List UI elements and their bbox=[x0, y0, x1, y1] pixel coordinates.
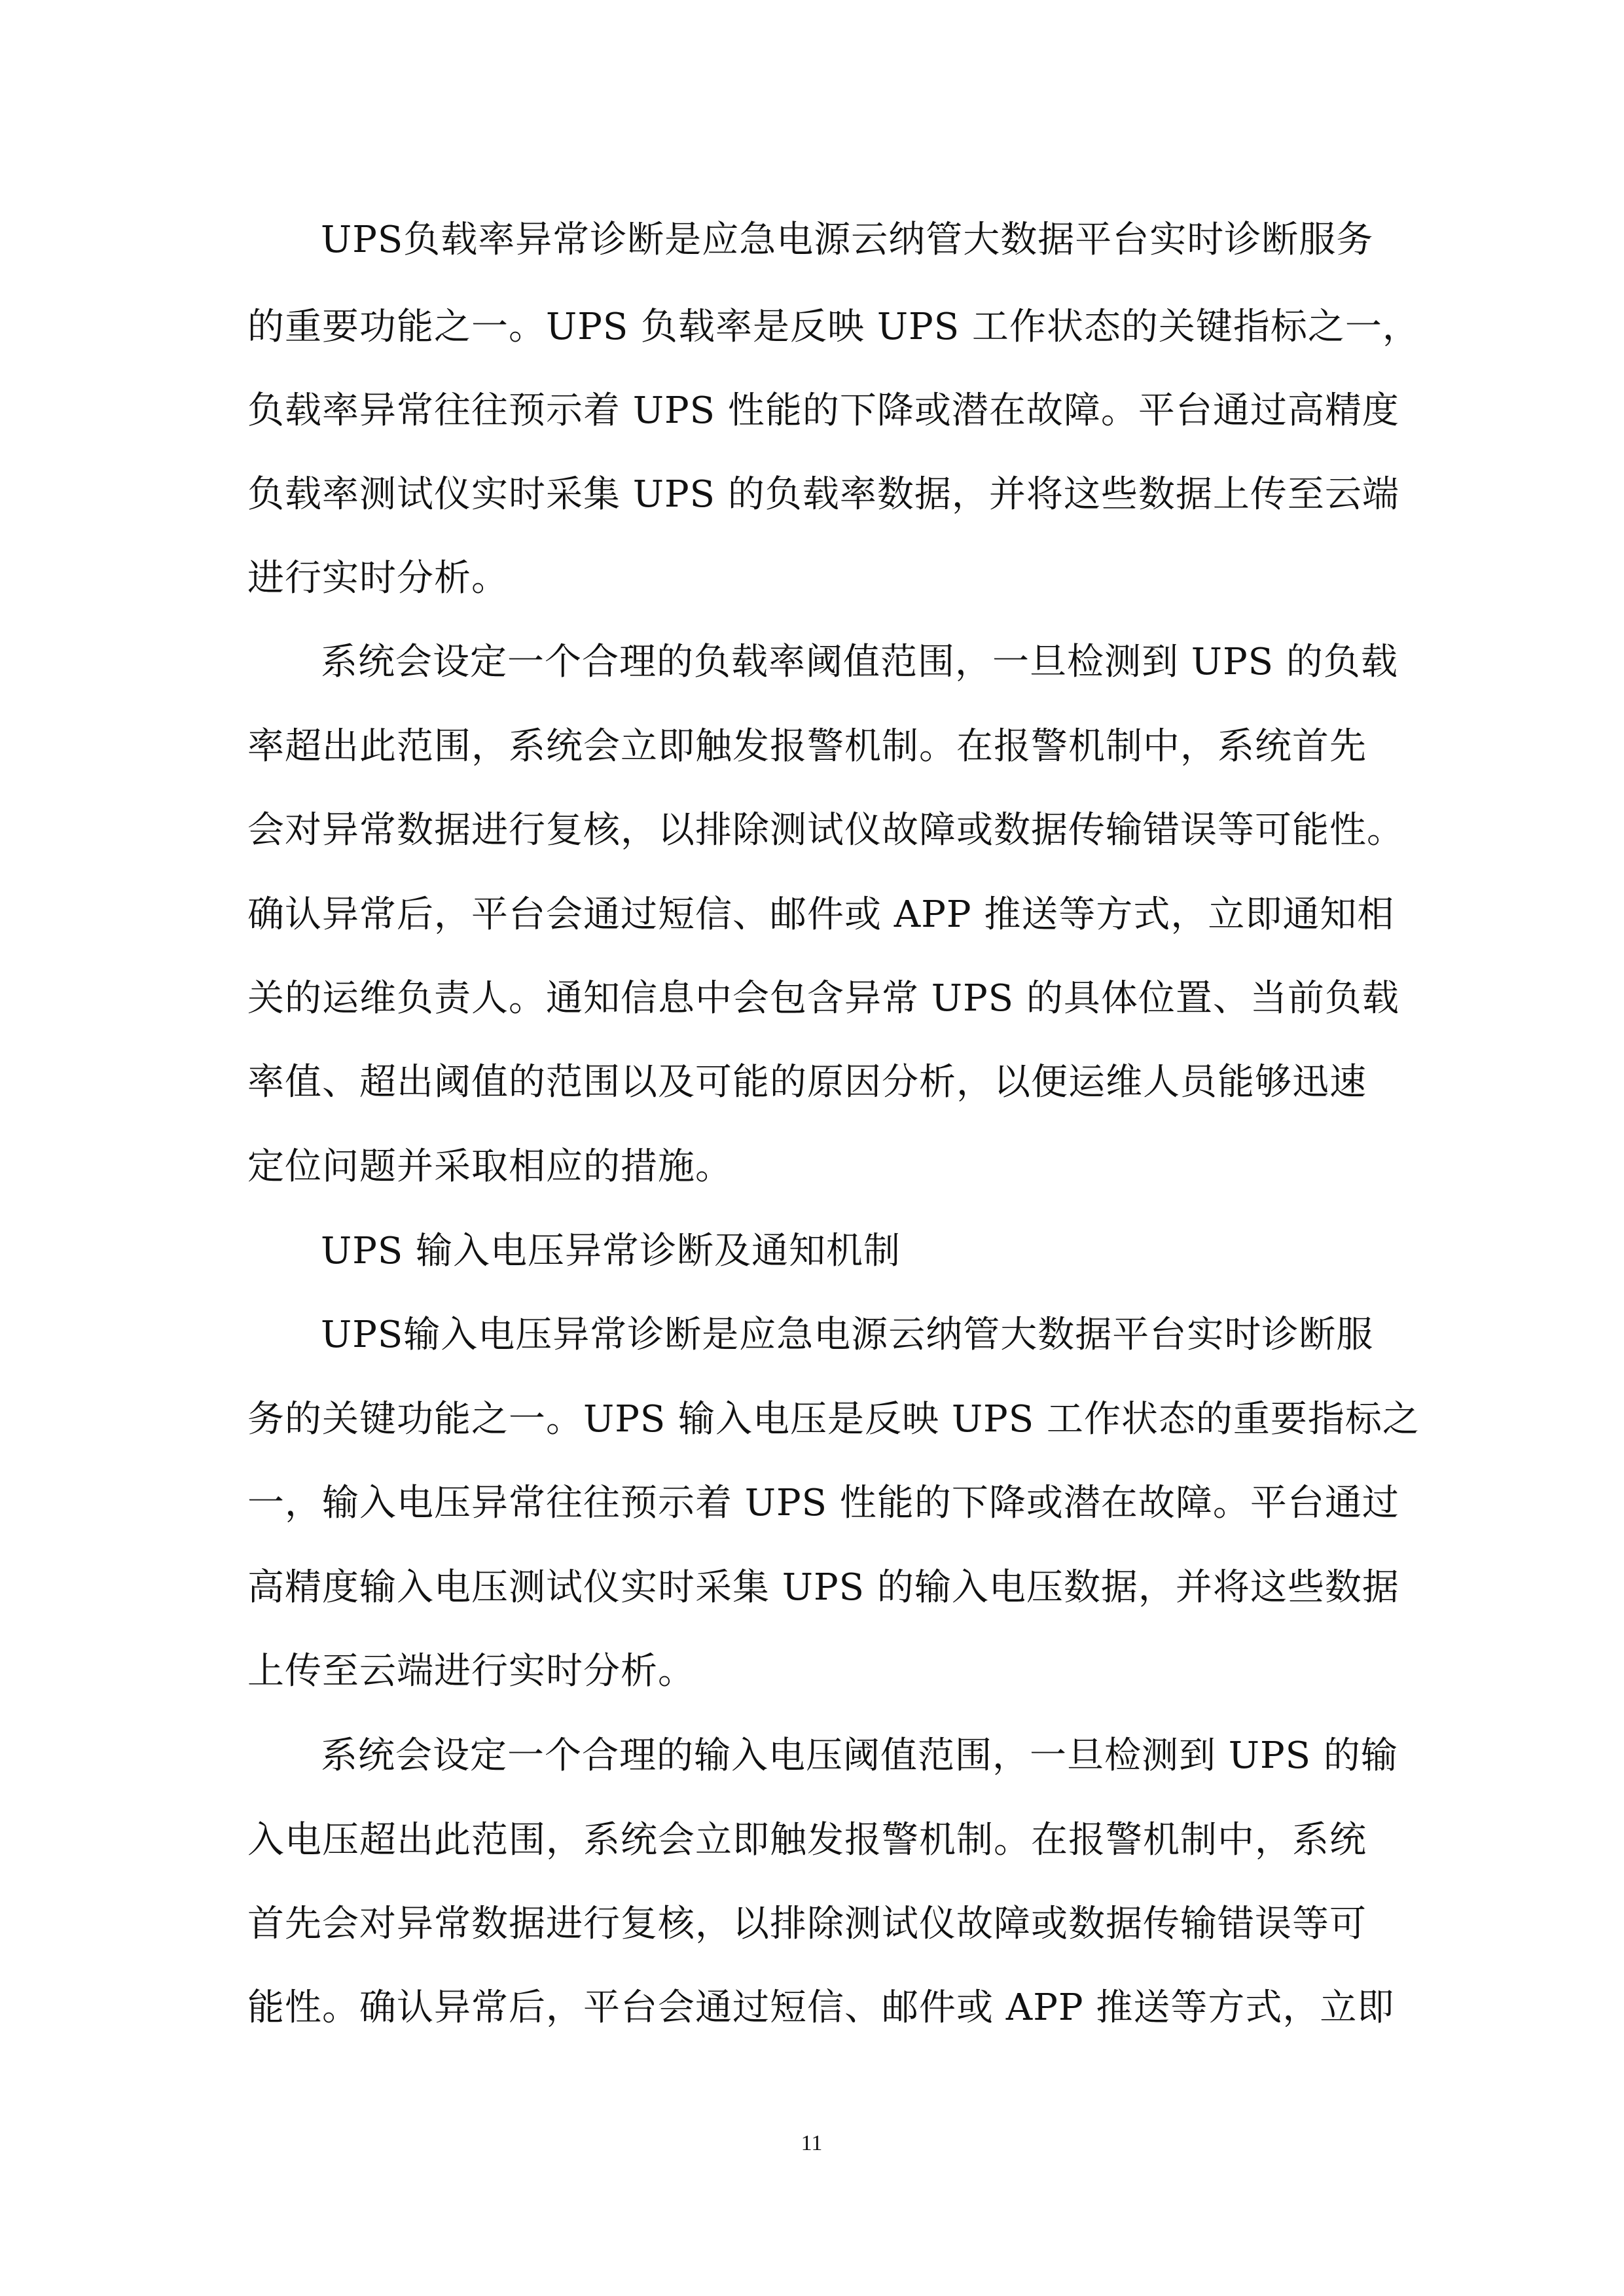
text-line: UPS负载率异常诊断是应急电源云纳管大数据平台实时诊断服务 bbox=[321, 219, 1374, 261]
text-line: 务的关键功能之一。UPS 输入电压是反映 UPS 工作状态的重要指标之 bbox=[247, 1398, 1420, 1441]
text-line: 负载率异常往往预示着 UPS 性能的下降或潜在故障。平台通过高精度 bbox=[247, 389, 1399, 432]
text-line: 上传至云端进行实时分析。 bbox=[247, 1650, 695, 1693]
page-number: 11 bbox=[801, 2131, 823, 2155]
text-line: 定位问题并采取相应的措施。 bbox=[247, 1145, 732, 1188]
text-line: 能性。确认异常后，平台会通过短信、邮件或 APP 推送等方式，立即 bbox=[247, 1986, 1395, 2029]
text-line: 率超出此范围，系统会立即触发报警机制。在报警机制中，系统首先 bbox=[247, 725, 1367, 768]
text-line: 一，输入电压异常往往预示着 UPS 性能的下降或潜在故障。平台通过 bbox=[247, 1482, 1399, 1524]
text-line: 负载率测试仪实时采集 UPS 的负载率数据，并将这些数据上传至云端 bbox=[247, 473, 1399, 516]
text-line: 确认异常后，平台会通过短信、邮件或 APP 推送等方式，立即通知相 bbox=[247, 893, 1395, 936]
text-line: 关的运维负责人。通知信息中会包含异常 UPS 的具体位置、当前负载 bbox=[247, 977, 1399, 1020]
text-line: 进行实时分析。 bbox=[247, 557, 509, 600]
text-line: 入电压超出此范围，系统会立即触发报警机制。在报警机制中，系统 bbox=[247, 1819, 1367, 1861]
text-line: 系统会设定一个合理的输入电压阈值范围，一旦检测到 UPS 的输 bbox=[321, 1734, 1398, 1777]
text-line: 会对异常数据进行复核，以排除测试仪故障或数据传输错误等可能性。 bbox=[247, 809, 1404, 852]
text-line: 率值、超出阈值的范围以及可能的原因分析，以便运维人员能够迅速 bbox=[247, 1061, 1367, 1103]
text-line: 系统会设定一个合理的负载率阈值范围，一旦检测到 UPS 的负载 bbox=[321, 641, 1398, 683]
text-line: 首先会对异常数据进行复核，以排除测试仪故障或数据传输错误等可 bbox=[247, 1903, 1367, 1945]
text-line: 高精度输入电压测试仪实时采集 UPS 的输入电压数据，并将这些数据 bbox=[247, 1566, 1399, 1609]
text-line: 的重要功能之一。UPS 负载率是反映 UPS 工作状态的关键指标之一， bbox=[247, 306, 1420, 348]
text-line: UPS输入电压异常诊断是应急电源云纳管大数据平台实时诊断服 bbox=[321, 1314, 1374, 1356]
section-heading: UPS 输入电压异常诊断及通知机制 bbox=[321, 1230, 901, 1272]
